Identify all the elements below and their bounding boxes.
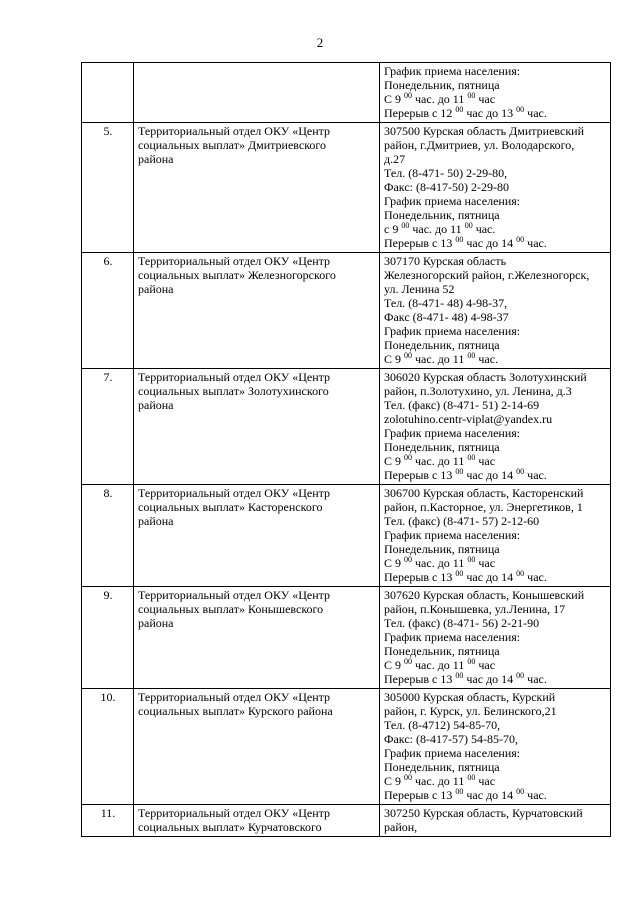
table-row (82, 587, 611, 689)
office-address-line: Понедельник, пятница (384, 440, 500, 454)
office-name-line: района (138, 514, 174, 528)
office-address-line: Перерыв с 13 $^{00}$ час до 14 $^{00}$ час. (384, 235, 547, 250)
page-number: 2 (316, 35, 324, 50)
office-name-line: Территориальный отдел ОКУ «Центр (138, 690, 331, 704)
office-address (380, 485, 611, 587)
office-address-line: С 9 $^{00}$ час. до 11 $^{00}$ час (384, 773, 496, 788)
office-name-line: района (138, 152, 174, 166)
office-address (380, 253, 611, 369)
office-name (134, 689, 380, 805)
office-address-line: 307250 Курская область, Курчатовский (384, 806, 583, 820)
office-address-line: ул. Ленина 52 (384, 282, 455, 296)
office-address-line: Понедельник, пятница (384, 542, 500, 556)
office-address-line: Понедельник, пятница (384, 760, 500, 774)
table-row (82, 805, 611, 837)
office-address-line: район, п.Конышевка, ул.Ленина, 17 (384, 602, 566, 616)
office-address-line: Понедельник, пятница (384, 78, 500, 92)
office-address-line: С 9 $^{00}$ час. до 11 $^{00}$ час. (384, 351, 499, 366)
table-row (82, 123, 611, 253)
offices-table-body (82, 63, 611, 837)
office-name (134, 123, 380, 253)
table-row (82, 63, 611, 123)
office-address-line: Тел. (8-471- 50) 2-29-80, (384, 166, 508, 180)
office-address-line: С 9 $^{00}$ час. до 11 $^{00}$ час (384, 555, 496, 570)
office-name (134, 587, 380, 689)
office-address-line: График приема населения: (384, 324, 521, 338)
office-address-line: 305000 Курская область, Курский (384, 690, 556, 704)
office-address-line: Тел. (факс) (8-471- 56) 2-21-90 (384, 616, 540, 630)
office-address (380, 123, 611, 253)
office-name (134, 485, 380, 587)
office-name-line: Территориальный отдел ОКУ «Центр (138, 486, 331, 500)
office-address-line: район, г. Курск, ул. Белинского,21 (384, 704, 557, 718)
row-number: 11. (82, 805, 134, 837)
office-name-line: социальных выплат» Курчатовского (138, 820, 322, 834)
office-address-line: район, п.Касторное, ул. Энергетиков, 1 (384, 500, 583, 514)
row-number: 7. (82, 369, 134, 485)
office-name-line: Территориальный отдел ОКУ «Центр (138, 806, 331, 820)
office-address (380, 587, 611, 689)
office-address-line: График приема населения: (384, 630, 521, 644)
offices-table (81, 62, 611, 837)
office-address-line: Факс: (8-417-57) 54-85-70, (384, 732, 518, 746)
office-address-line: Понедельник, пятница (384, 644, 500, 658)
office-address (380, 805, 611, 837)
office-address (380, 689, 611, 805)
office-address-line: С 9 $^{00}$ час. до 11 $^{00}$ час (384, 453, 496, 468)
row-number: 10. (82, 689, 134, 805)
office-name (134, 63, 380, 123)
table-row (82, 253, 611, 369)
office-address-line: с 9 $^{00}$ час. до 11 $^{00}$ час. (384, 221, 496, 236)
office-address-line: Перерыв с 13 $^{00}$ час до 14 $^{00}$ час. (384, 467, 547, 482)
office-address-line: График приема населения: (384, 426, 521, 440)
office-address-line: Перерыв с 13 $^{00}$ час до 14 $^{00}$ час. (384, 569, 547, 584)
row-number (82, 63, 134, 123)
office-name-line: района (138, 398, 174, 412)
office-address (380, 369, 611, 485)
office-name-line: Территориальный отдел ОКУ «Центр (138, 124, 331, 138)
office-name-line: района (138, 282, 174, 296)
office-address-line: 306020 Курская область Золотухинский (384, 370, 587, 384)
office-address-line: График приема населения: (384, 194, 521, 208)
office-address-line: Тел. (8-4712) 54-85-70, (384, 718, 501, 732)
office-address-line: Факс (8-471- 48) 4-98-37 (384, 310, 509, 324)
office-name-line: Территориальный отдел ОКУ «Центр (138, 254, 331, 268)
office-address-line: График приема населения: (384, 528, 521, 542)
office-address-line: Понедельник, пятница (384, 338, 500, 352)
office-name-line: социальных выплат» Железногорского (138, 268, 336, 282)
office-address-line: 307500 Курская область Дмитриевский (384, 124, 585, 138)
office-address-line: zolotuhino.centr-viplat@yandex.ru (384, 412, 553, 426)
office-address-line: С 9 $^{00}$ час. до 11 $^{00}$ час (384, 91, 496, 106)
office-address-line: район, п.Золотухино, ул. Ленина, д.3 (384, 384, 572, 398)
office-address-line: Тел. (факс) (8-471- 57) 2-12-60 (384, 514, 540, 528)
office-name (134, 805, 380, 837)
office-address-line: район, г.Дмитриев, ул. Володарского, (384, 138, 575, 152)
office-address-line: Факс: (8-417-50) 2-29-80 (384, 180, 509, 194)
row-number: 9. (82, 587, 134, 689)
office-name-line: социальных выплат» Касторенского (138, 500, 323, 514)
office-address-line: район, (384, 820, 418, 834)
office-address-line: д.27 (384, 152, 406, 166)
office-name-line: Территориальный отдел ОКУ «Центр (138, 370, 331, 384)
row-number: 8. (82, 485, 134, 587)
office-name-line: социальных выплат» Конышевского (138, 602, 324, 616)
office-address-line: График приема населения: (384, 64, 521, 78)
office-name-line: Территориальный отдел ОКУ «Центр (138, 588, 331, 602)
office-name-line: района (138, 616, 174, 630)
office-name (134, 369, 380, 485)
office-name-line: социальных выплат» Курского района (138, 704, 333, 718)
row-number: 6. (82, 253, 134, 369)
office-address-line: Перерыв с 12 $^{00}$ час до 13 $^{00}$ час. (384, 105, 547, 120)
office-name-line: социальных выплат» Золотухинского (138, 384, 329, 398)
office-address-line: С 9 $^{00}$ час. до 11 $^{00}$ час (384, 657, 496, 672)
office-address-line: 307620 Курская область, Конышевский (384, 588, 585, 602)
office-address-line: Тел. (факс) (8-471- 51) 2-14-69 (384, 398, 540, 412)
table-row (82, 689, 611, 805)
office-name-line: социальных выплат» Дмитриевского (138, 138, 327, 152)
office-address-line: Железногорский район, г.Железногорск, (384, 268, 590, 282)
office-address-line: График приема населения: (384, 746, 521, 760)
office-address-line: Понедельник, пятница (384, 208, 500, 222)
office-address-line: Тел. (8-471- 48) 4-98-37, (384, 296, 508, 310)
table-row (82, 369, 611, 485)
office-address-line: Перерыв с 13 $^{00}$ час до 14 $^{00}$ час. (384, 787, 547, 802)
office-address-line: 307170 Курская область (384, 254, 507, 268)
office-address-line: 306700 Курская область, Касторенский (384, 486, 584, 500)
office-address (380, 63, 611, 123)
row-number: 5. (82, 123, 134, 253)
office-name (134, 253, 380, 369)
table-row (82, 485, 611, 587)
office-address-line: Перерыв с 13 $^{00}$ час до 14 $^{00}$ час. (384, 671, 547, 686)
